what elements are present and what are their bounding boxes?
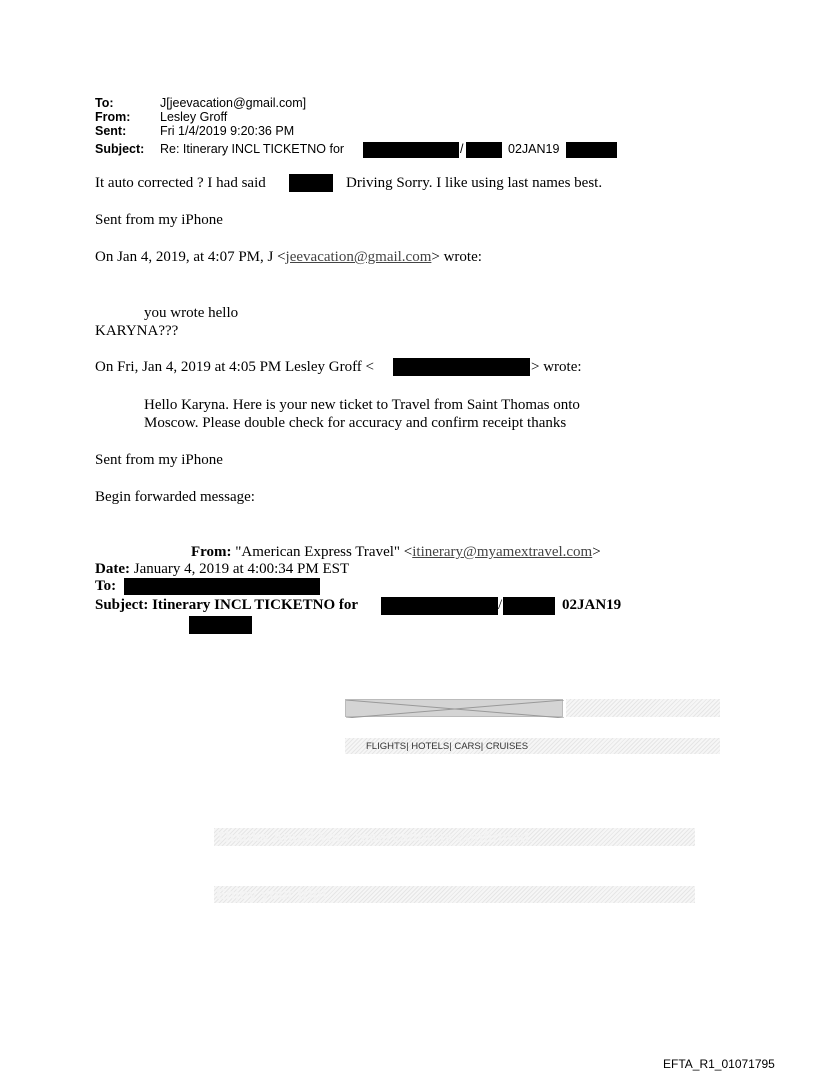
fwd-subject-value: Itinerary INCL TICKETNO for <box>152 597 359 613</box>
quote-header-2 <box>95 358 374 376</box>
to-label: To: <box>95 96 114 110</box>
body-line-1b: Driving Sorry. I like using last names best. <box>346 175 603 191</box>
sent-label: Sent: <box>95 124 127 138</box>
from-label: From: <box>95 110 131 124</box>
quote2-suffix: > wrote: <box>531 359 582 375</box>
trip-text: Enjoy your trip! <box>216 886 327 903</box>
fwd-to-line <box>95 578 116 595</box>
forward-label: Begin forwarded message: <box>95 489 255 505</box>
fwd-from-suffix: > <box>592 544 601 560</box>
signature-1: Sent from my iPhone <box>95 212 223 228</box>
fwd-subject-line <box>95 597 358 614</box>
redaction-block <box>189 616 252 634</box>
fwd-from-label: From: <box>191 544 232 560</box>
nav-links[interactable]: FLIGHTS| HOTELS| CARS| CRUISES <box>366 741 529 752</box>
broken-image-icon <box>346 700 564 718</box>
redaction-block <box>289 174 333 192</box>
logo-image-placeholder <box>345 699 563 717</box>
redaction-block <box>363 142 459 158</box>
bates-number: EFTA_R1_01071795 <box>663 1057 775 1071</box>
redaction-block <box>393 358 530 376</box>
body-line-1 <box>95 174 266 192</box>
subject-prefix: Re: Itinerary INCL TICKETNO for <box>160 142 345 156</box>
to-value: J[jeevacation@gmail.com] <box>160 96 307 110</box>
reply-line-1: you wrote hello <box>144 305 239 321</box>
quote1-prefix: On Jan 4, 2019, at 4:07 PM, J < <box>95 249 286 265</box>
fwd-date-value: January 4, 2019 at 4:00:34 PM EST <box>133 561 350 577</box>
from-value: Lesley Groff <box>160 110 228 124</box>
subject-date: 02JAN19 <box>508 142 560 156</box>
redaction-block <box>566 142 617 158</box>
quote2-prefix: On Fri, Jan 4, 2019 at 4:05 PM Lesley Groff < <box>95 359 374 375</box>
redaction-block <box>466 142 502 158</box>
fwd-date-line <box>95 561 349 578</box>
fwd-subject-label: Subject: <box>95 597 149 613</box>
fwd-subject-date: 02JAN19 <box>562 597 622 613</box>
subject-slash: / <box>460 142 464 156</box>
quote1-suffix: > wrote: <box>431 249 482 265</box>
confirmation-text: Thanks Anuel Your reservation is confirmed. <box>216 829 534 846</box>
reply-line-2: KARYNA??? <box>95 323 179 339</box>
fwd-from-line <box>191 544 601 561</box>
fwd-subject-slash: / <box>498 597 503 613</box>
header-bar-band <box>566 699 720 717</box>
message-line-2: Moscow. Please double check for accuracy and confirm receipt thanks <box>144 415 567 431</box>
subject-value <box>160 142 344 156</box>
redaction-block <box>503 597 555 615</box>
subject-label: Subject: <box>95 142 145 156</box>
fwd-from-prefix: "American Express Travel" < <box>235 544 413 560</box>
fwd-to-label: To: <box>95 578 117 594</box>
body-line-1a: It auto corrected ? I had said <box>95 175 266 191</box>
fwd-date-label: Date: <box>95 561 130 577</box>
jeevacation-email-link[interactable]: jeevacation@gmail.com <box>285 249 432 265</box>
redaction-block <box>124 578 320 595</box>
signature-2: Sent from my iPhone <box>95 452 223 468</box>
sent-value: Fri 1/4/2019 9:20:36 PM <box>160 124 295 138</box>
redaction-block <box>381 597 498 615</box>
message-line-1: Hello Karyna. Here is your new ticket to Travel from Saint Thomas onto <box>144 397 580 413</box>
quote-header-1 <box>95 248 482 266</box>
amex-email-link[interactable]: itinerary@myamextravel.com <box>412 544 593 560</box>
